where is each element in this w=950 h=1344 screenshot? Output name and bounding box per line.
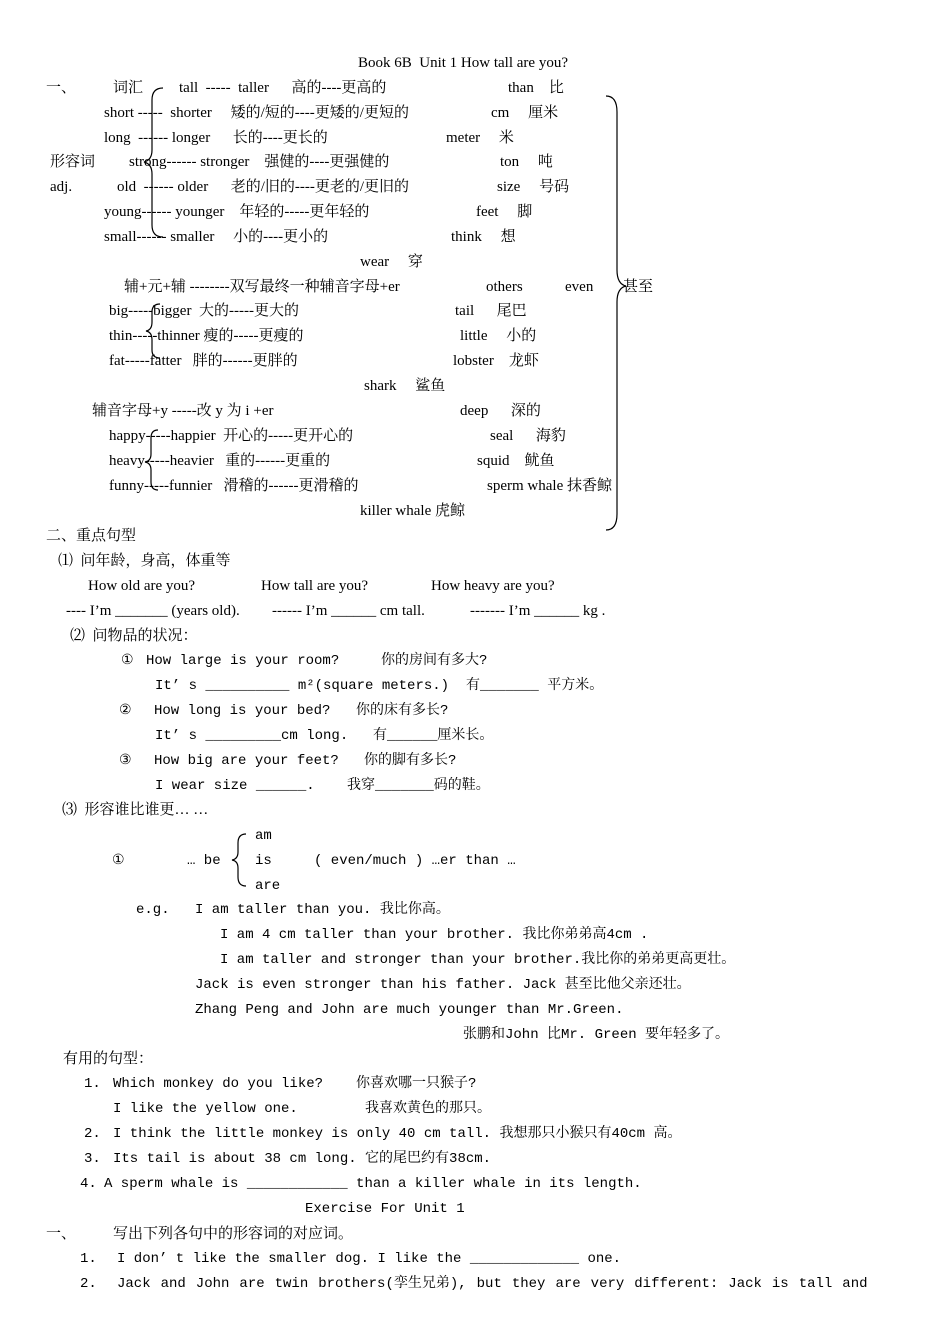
- exercise-title: Exercise For Unit 1: [305, 1201, 465, 1217]
- word-pair: funny-----funnier 滑稽的------更滑稽的: [109, 478, 359, 494]
- pattern-rest: ( even/much ) …er than …: [314, 853, 516, 869]
- brace-icon: [232, 834, 246, 886]
- word-pair: tall ----- taller 高的----更高的: [179, 80, 387, 96]
- vocab-word: killer whale 虎鲸: [360, 503, 465, 519]
- vocab-word: seal 海豹: [490, 428, 566, 444]
- sentence-en: It’ s __________ m²(square meters.): [155, 678, 450, 694]
- brace-meaning: 甚至: [623, 279, 654, 295]
- sentence-cn: 你的脚有多长?: [364, 753, 457, 769]
- vocab-word: squid 鱿鱼: [477, 453, 555, 469]
- sentence-en: I wear size ______.: [155, 778, 315, 794]
- brace-icon: [144, 88, 163, 237]
- brace-icon: [145, 430, 158, 490]
- vocab-word: size 号码: [497, 179, 570, 195]
- answer: ---- I’m _______ (years old).: [66, 603, 240, 619]
- vocab-word: sperm whale 抹香鲸: [487, 478, 612, 494]
- be-form: are: [255, 878, 281, 894]
- example: 张鹏和John 比Mr. Green 要年轻多了。: [463, 1027, 730, 1043]
- side-label-en: adj.: [50, 179, 73, 195]
- vocab-word: deep 深的: [460, 403, 541, 419]
- exercise-number: 一、: [46, 1226, 77, 1242]
- exercise-heading: 写出下列各句中的形容词的对应词。: [113, 1226, 354, 1242]
- example: Jack is even stronger than his father. Jack 甚至比他父亲还壮。: [195, 977, 691, 993]
- section-heading: 二、重点句型: [46, 528, 137, 544]
- question: How tall are you?: [261, 578, 369, 594]
- vocab-word: ton 吨: [500, 154, 553, 170]
- exercise-item: I don’ t like the smaller dog. I like the _____________ one.: [117, 1251, 622, 1267]
- word-pair: heavy-----heavier 重的------更重的: [109, 453, 331, 469]
- answer: ------- I’m ______ kg .: [470, 603, 606, 619]
- item-number: 2.: [80, 1276, 97, 1292]
- vocab-word: cm 厘米: [491, 105, 559, 121]
- word-pair: big-----bigger 大的-----更大的: [109, 303, 299, 319]
- page-title: Book 6B Unit 1 How tall are you?: [358, 55, 568, 71]
- point-heading: ⑶ 形容谁比谁更… …: [62, 802, 209, 818]
- sentence-en: Its tail is about 38 cm long. 它的尾巴约有38cm.: [113, 1151, 492, 1167]
- example: I am 4 cm taller than your brother. 我比你弟弟高4cm .: [220, 927, 649, 943]
- item-number: 2.: [84, 1126, 101, 1142]
- item-number: 4.: [80, 1176, 97, 1192]
- answer: ------ I’m ______ cm tall.: [272, 603, 425, 619]
- eg-label: e.g.: [136, 902, 170, 918]
- rule-y: 辅音字母+y -----改 y 为 i +er: [92, 403, 274, 419]
- item-number: 1.: [84, 1076, 101, 1092]
- be-form: am: [255, 828, 272, 844]
- section-number: 一、: [46, 80, 77, 96]
- sentence-en: I think the little monkey is only 40 cm tall. 我想那只小猴只有40cm 高。: [113, 1126, 682, 1142]
- sentence-en: I like the yellow one.: [113, 1101, 298, 1117]
- word-pair: long ------ longer 长的----更长的: [104, 130, 328, 146]
- sentence-en: It’ s _________cm long.: [155, 728, 349, 744]
- sentence-en: How big are your feet?: [154, 753, 339, 769]
- item-number: ①: [112, 853, 125, 869]
- item-number: ③: [119, 753, 132, 769]
- rule-double: 辅+元+辅 --------双写最终一种辅音字母+er: [124, 279, 400, 295]
- question: How old are you?: [88, 578, 196, 594]
- vocab-word: think 想: [451, 229, 516, 245]
- vocab-word: lobster 龙虾: [453, 353, 539, 369]
- word-pair: old ------ older 老的/旧的----更老的/更旧的: [117, 179, 410, 195]
- point-heading: ⑴ 问年龄，身高，体重等: [58, 553, 231, 569]
- be-form: is: [255, 853, 272, 869]
- exercise-item: Jack and John are twin brothers(孪生兄弟), but they are very different: Jack is tall and: [117, 1276, 868, 1292]
- sentence-cn: 你喜欢哪一只猴子?: [356, 1076, 477, 1092]
- word-pair: strong------ stronger 强健的----更强健的: [129, 154, 390, 170]
- sentence-en: How long is your bed?: [154, 703, 331, 719]
- example: Zhang Peng and John are much younger than Mr.Green.: [195, 1002, 624, 1018]
- item-number: ①: [121, 653, 134, 669]
- sentence-cn: 我穿_______码的鞋。: [347, 778, 490, 794]
- vocab-word: feet 脚: [476, 204, 533, 220]
- sentence-en: A sperm whale is ____________ than a killer whale in its length.: [104, 1176, 642, 1192]
- vocab-word: than 比: [508, 80, 564, 96]
- sentence-cn: 你的床有多长?: [356, 703, 449, 719]
- word-pair: fat-----fatter 胖的------更胖的: [109, 353, 298, 369]
- brace-icon: [606, 96, 626, 530]
- item-number: ②: [119, 703, 132, 719]
- vocab-word: little 小的: [460, 328, 537, 344]
- vocab-word: wear 穿: [360, 254, 423, 270]
- vocab-word: others: [486, 279, 523, 295]
- sentence-en: How large is your room?: [146, 653, 340, 669]
- item-number: 3.: [84, 1151, 101, 1167]
- word-pair: happy-----happier 开心的-----更开心的: [109, 428, 354, 444]
- point-heading: ⑵ 问物品的状况：: [70, 628, 198, 644]
- example: I am taller than you. 我比你高。: [195, 902, 450, 918]
- word-pair: young------ younger 年轻的-----更年轻的: [104, 204, 370, 220]
- vocab-word: meter 米: [446, 130, 514, 146]
- sentence-cn: 你的房间有多大?: [381, 653, 488, 669]
- sentence-cn: 有_______ 平方米。: [466, 678, 604, 694]
- vocab-word: even: [565, 279, 594, 295]
- sentence-cn: 有______厘米长。: [373, 728, 494, 744]
- brace-icon: [146, 304, 160, 358]
- be-verb: … be: [187, 853, 221, 869]
- section-label: 词汇: [113, 80, 144, 96]
- useful-heading: 有用的句型：: [63, 1051, 154, 1067]
- word-pair: small------ smaller 小的----更小的: [104, 229, 329, 245]
- vocab-word: tail 尾巴: [455, 303, 527, 319]
- vocab-word: shark 鲨鱼: [364, 378, 446, 394]
- example: I am taller and stronger than your brother.我比你的弟弟更高更壮。: [220, 952, 736, 968]
- sentence-en: Which monkey do you like?: [113, 1076, 324, 1092]
- word-pair: thin-----thinner 瘦的-----更瘦的: [109, 328, 304, 344]
- sentence-cn: 我喜欢黄色的那只。: [365, 1101, 491, 1117]
- question: How heavy are you?: [431, 578, 555, 594]
- item-number: 1.: [80, 1251, 97, 1267]
- side-label-cn: 形容词: [50, 154, 96, 170]
- word-pair: short ----- shorter 矮的/短的----更矮的/更短的: [104, 105, 409, 121]
